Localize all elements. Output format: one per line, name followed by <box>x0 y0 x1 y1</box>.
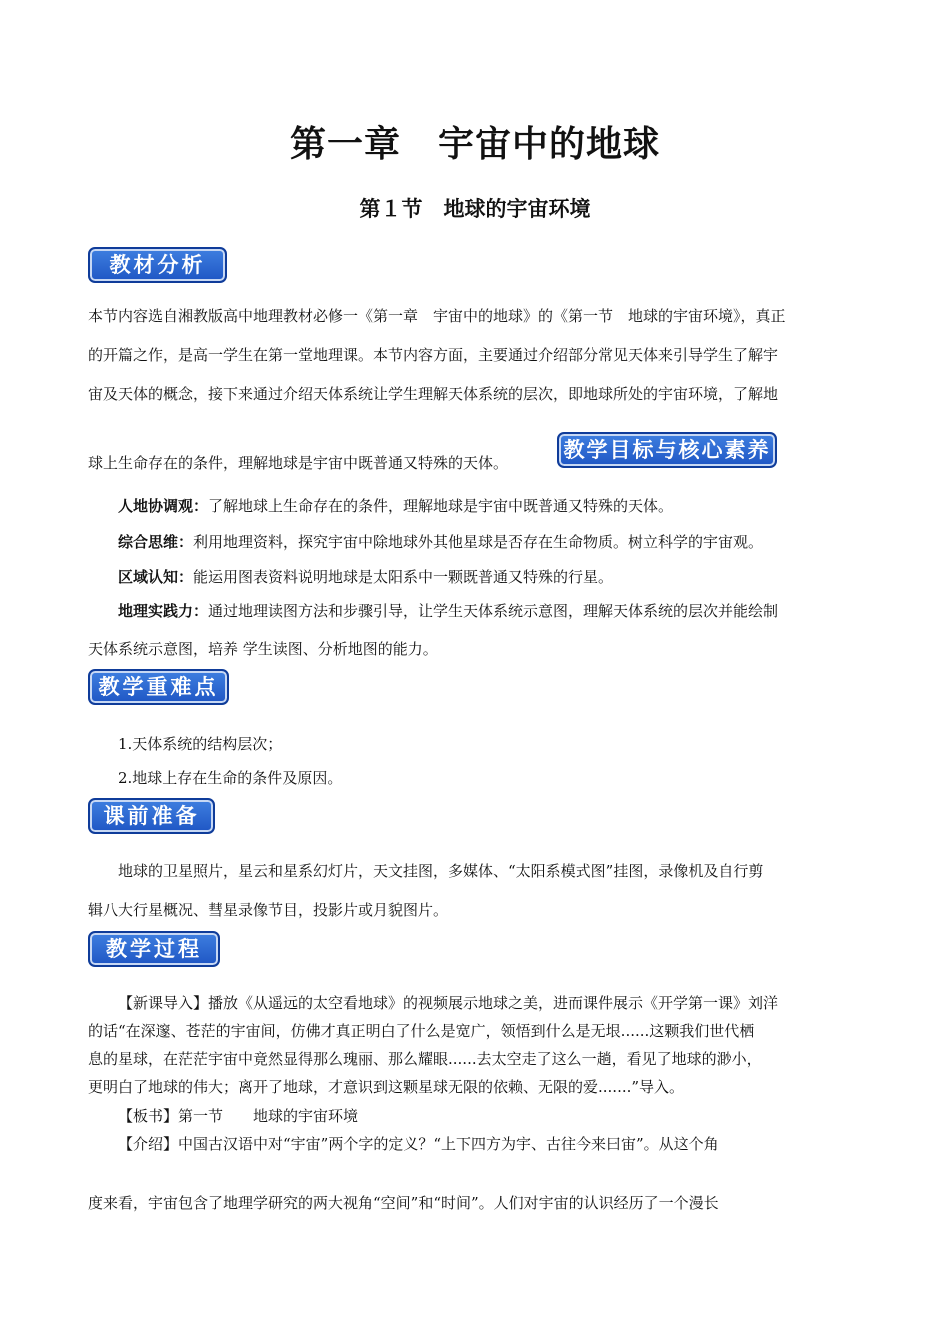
analysis-line-4: 球上生命存在的条件，理解地球是宇宙中既普通又特殊的天体。 <box>88 454 509 472</box>
section-title: 第１节 地球的宇宙环境 <box>359 197 591 221</box>
preparation-line-2: 辑八大行星概况、彗星录像节目，投影片或月貌图片。 <box>88 901 449 919</box>
goal-text: 利用地理资料，探究宇宙中除地球外其他星球是否存在生命物质。树立科学的宇宙观。 <box>193 533 764 551</box>
badge-preparation: 课前准备 <box>88 798 215 834</box>
analysis-line-3: 宙及天体的概念，接下来通过介绍天体系统让学生理解天体系统的层次，即地球所处的宇宙环境，了解地 <box>88 385 779 403</box>
process-line-3: 息的星球，在茫茫宇宙中竟然显得那么瑰丽、那么耀眼......去太空走了这么一趟，看见了地球的渺小， <box>88 1050 762 1068</box>
process-line-2: 的话“在深邃、苍茫的宇宙间，仿佛才真正明白了什么是宽广，领悟到什么是无垠......这颗我们世代栖 <box>88 1022 755 1040</box>
key-point-2: 2.地球上存在生命的条件及原因。 <box>118 769 343 787</box>
goal-key: 综合思维： <box>118 533 194 551</box>
analysis-line-2: 的开篇之作，是高一学生在第一堂地理课。本节内容方面，主要通过介绍部分常见天体来引导学生了解宇 <box>88 346 779 364</box>
intro-line-1: 【介绍】中国古汉语中对“宇宙”两个字的定义？“上下四方为宇、古往今来曰宙”。从这个角 <box>118 1135 719 1153</box>
key-point-1: 1.天体系统的结构层次； <box>118 735 283 753</box>
goal-text: 能运用图表资料说明地球是太阳系中一颗既普通又特殊的行星。 <box>193 568 614 586</box>
goal-item-1 <box>118 495 673 516</box>
goal-item-4 <box>118 600 778 621</box>
goal-item-4-continuation: 天体系统示意图，培养 学生读图、分析地图的能力。 <box>88 640 438 658</box>
badge-teaching-goals: 教学目标与核心素养 <box>557 432 777 468</box>
goal-text: 通过地理读图方法和步骤引导，让学生天体系统示意图，理解天体系统的层次并能绘制 <box>208 602 779 620</box>
process-line-4: 更明白了地球的伟大；离开了地球，才意识到这颗星球无限的依赖、无限的爱.......”导入。 <box>88 1078 685 1096</box>
chapter-title: 第一章 宇宙中的地球 <box>289 124 660 165</box>
goal-item-3 <box>118 566 613 587</box>
badge-key-points: 教学重难点 <box>88 669 229 705</box>
process-line-1: 【新课导入】播放《从遥远的太空看地球》的视频展示地球之美，进而课件展示《开学第一课》刘洋 <box>118 994 779 1012</box>
goal-text: 了解地球上生命存在的条件，理解地球是宇宙中既普通又特殊的天体。 <box>208 497 674 515</box>
board-note: 【板书】第一节 地球的宇宙环境 <box>118 1107 359 1125</box>
goal-item-2 <box>118 531 763 552</box>
goal-key: 区域认知： <box>118 568 194 586</box>
badge-textbook-analysis: 教材分析 <box>88 247 227 283</box>
preparation-line-1: 地球的卫星照片，星云和星系幻灯片，天文挂图，多媒体、“太阳系模式图”挂图，录像机及自行剪 <box>118 862 764 880</box>
intro-line-2: 度来看，宇宙包含了地理学研究的两大视角“空间”和“时间”。人们对宇宙的认识经历了一个漫长 <box>88 1194 719 1212</box>
goal-key: 地理实践力： <box>118 602 209 620</box>
analysis-line-1: 本节内容选自湘教版高中地理教材必修一《第一章 宇宙中的地球》的《第一节 地球的宇宙环境》，真正 <box>88 307 786 325</box>
goal-key: 人地协调观： <box>118 497 209 515</box>
badge-teaching-process: 教学过程 <box>88 931 220 967</box>
